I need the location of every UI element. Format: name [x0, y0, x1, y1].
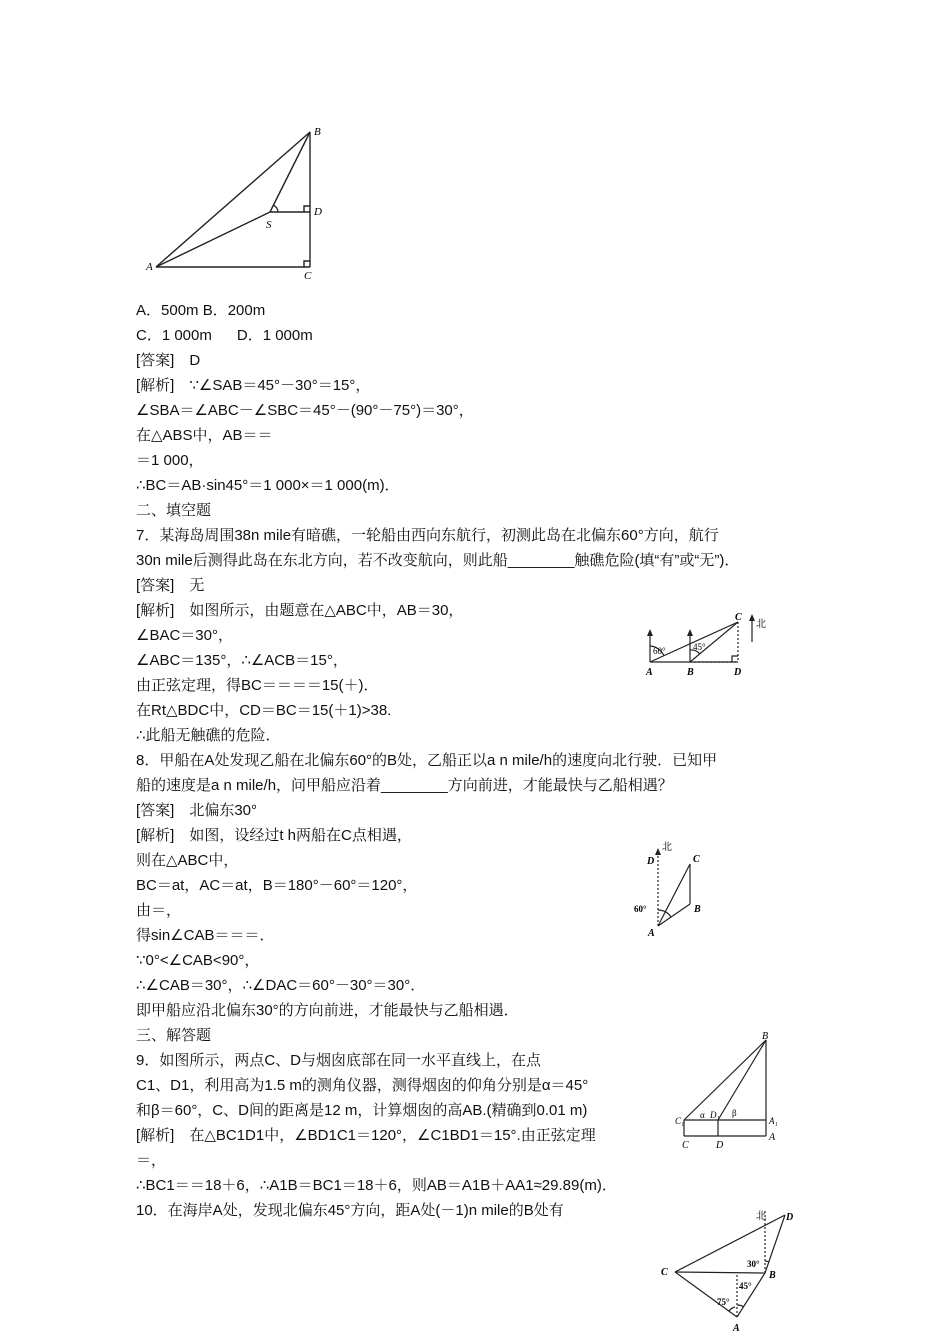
problem-9-line-3: 和β＝60°，C、D间的距离是12 m，计算烟囱的高AB.(精确到0.01 m) — [136, 1102, 588, 1119]
figure-problem-10 — [655, 1205, 805, 1340]
label-s: S — [266, 219, 272, 231]
figure-problem-7 — [640, 612, 780, 685]
analysis-6-line-2: ∠SBA＝∠ABC－∠SBC＝45°－(90°－75°)＝30°， — [136, 402, 474, 419]
beta-label: β — [732, 1108, 737, 1118]
analysis-6-line-3: 在△ABS中，AB＝＝ — [136, 427, 273, 444]
analysis-7-line-6: ∴此船无触礁的危险． — [136, 727, 281, 744]
label-d: D — [734, 667, 742, 678]
north-label: 北 — [756, 1211, 766, 1222]
north-label: 北 — [662, 842, 672, 853]
label-d: D — [314, 206, 322, 218]
analysis-9-line-3: ∴BC1＝＝18＋6，∴A1B＝BC1＝18＋6，则AB＝A1B＋AA1≈29.89(m)． — [136, 1177, 617, 1194]
label-b: B — [694, 904, 701, 915]
analysis-7-line-3: ∠ABC＝135°，∴∠ACB＝15°， — [136, 652, 348, 669]
label-c: C — [304, 270, 312, 282]
answer-6: [答案] D — [136, 352, 201, 369]
problem-9-line-1: 9．如图所示，两点C、D与烟囱底部在同一水平直线上，在点 — [136, 1052, 542, 1069]
angle-45-label: 45° — [739, 1281, 752, 1291]
label-a: A — [648, 928, 655, 939]
label-a: A — [733, 1323, 740, 1334]
label-d1: D₁ — [710, 1110, 720, 1120]
analysis-6-line-4: ＝1 000， — [136, 452, 204, 469]
choice-line-1: A．500m B．200m — [136, 302, 266, 319]
angle-75-label: 75° — [717, 1297, 730, 1307]
label-a: A — [146, 261, 153, 273]
analysis-8-line-3: BC＝at，AC＝at，B＝180°－60°＝120°， — [136, 877, 418, 894]
analysis-8-line-1: [解析] 如图，设经过t h两船在C点相遇， — [136, 827, 412, 844]
figure-problem-8 — [630, 838, 720, 945]
analysis-7-line-4: 由正弦定理，得BC＝＝＝＝15(＋)． — [136, 677, 379, 694]
label-c: C — [693, 854, 700, 865]
label-b: B — [314, 126, 321, 138]
problem-8-line-1: 8．甲船在A处发现乙船在北偏东60°的B处，乙船正以a n mile/h的速度向北行驶．已知甲 — [136, 752, 718, 769]
alpha-label: α — [700, 1110, 705, 1120]
analysis-8-line-5: 得sin∠CAB＝＝＝． — [136, 927, 275, 944]
section-heading-fill-in: 二、填空题 — [136, 502, 212, 519]
label-b: B — [687, 667, 694, 678]
analysis-7-line-1: [解析] 如图所示，由题意在△ABC中，AB＝30， — [136, 602, 464, 619]
analysis-8-line-6: ∵0°<∠CAB<90°， — [136, 952, 260, 969]
analysis-8-line-4: 由＝， — [136, 902, 182, 919]
problem-7-line-2: 30n mile后测得此岛在东北方向，若不改变航向，则此船________触礁危险(填“有”或“无”)． — [136, 552, 740, 569]
label-c: C — [735, 612, 742, 623]
analysis-6-line-5: ∴BC＝AB·sin45°＝1 000×＝1 000(m)． — [136, 477, 400, 494]
analysis-8-line-2: 则在△ABC中， — [136, 852, 239, 869]
angle-45-label: 45° — [693, 642, 706, 652]
label-c1: C₁ — [675, 1116, 685, 1126]
answer-7: [答案] 无 — [136, 577, 205, 594]
label-a1: A₁ — [769, 1116, 778, 1126]
label-c: C — [682, 1140, 689, 1151]
problem-10-line-1: 10．在海岸A处，发现北偏东45°方向，距A处(－1)n mile的B处有 — [136, 1202, 564, 1219]
label-b: B — [762, 1031, 769, 1042]
section-heading-solve: 三、解答题 — [136, 1027, 212, 1044]
choice-line-2: C．1 000m D．1 000m — [136, 327, 313, 344]
angle-60-label: 60° — [634, 904, 647, 914]
label-a: A — [769, 1132, 776, 1143]
analysis-8-line-8: 即甲船应沿北偏东30°的方向前进，才能最快与乙船相遇． — [136, 1002, 519, 1019]
label-d: D — [786, 1212, 794, 1223]
angle-30-label: 30° — [747, 1259, 760, 1269]
label-b: B — [769, 1270, 776, 1281]
analysis-7-line-5: 在Rt△BDC中，CD＝BC＝15(＋1)>38. — [136, 702, 392, 719]
figure-problem-9 — [672, 1030, 787, 1160]
north-label: 北 — [756, 619, 766, 630]
label-c: C — [661, 1267, 668, 1278]
analysis-7-line-2: ∠BAC＝30°， — [136, 627, 233, 644]
label-d: D — [647, 856, 655, 867]
problem-8-line-2: 船的速度是a n mile/h，问甲船应沿着________方向前进，才能最快与乙船相遇？ — [136, 777, 673, 794]
figure-problem-6 — [140, 122, 340, 292]
analysis-9-line-1: [解析] 在△BC1D1中，∠BD1C1＝120°，∠C1BD1＝15°.由正弦定理 — [136, 1127, 596, 1144]
analysis-8-line-7: ∴∠CAB＝30°，∴∠DAC＝60°－30°＝30°． — [136, 977, 426, 994]
analysis-6-line-1: [解析] ∵∠SAB＝45°－30°＝15°， — [136, 377, 371, 394]
analysis-9-line-2: ＝， — [136, 1152, 167, 1169]
problem-9-line-2: C1、D1，利用高为1.5 m的测角仪器，测得烟囱的仰角分别是α＝45° — [136, 1077, 589, 1094]
label-d: D — [716, 1140, 724, 1151]
label-a: A — [646, 667, 653, 678]
angle-60-label: 60° — [653, 646, 666, 656]
answer-8: [答案] 北偏东30° — [136, 802, 258, 819]
problem-7-line-1: 7．某海岛周围38n mile有暗礁，一轮船由西向东航行，初测此岛在北偏东60°方向，航行 — [136, 527, 719, 544]
